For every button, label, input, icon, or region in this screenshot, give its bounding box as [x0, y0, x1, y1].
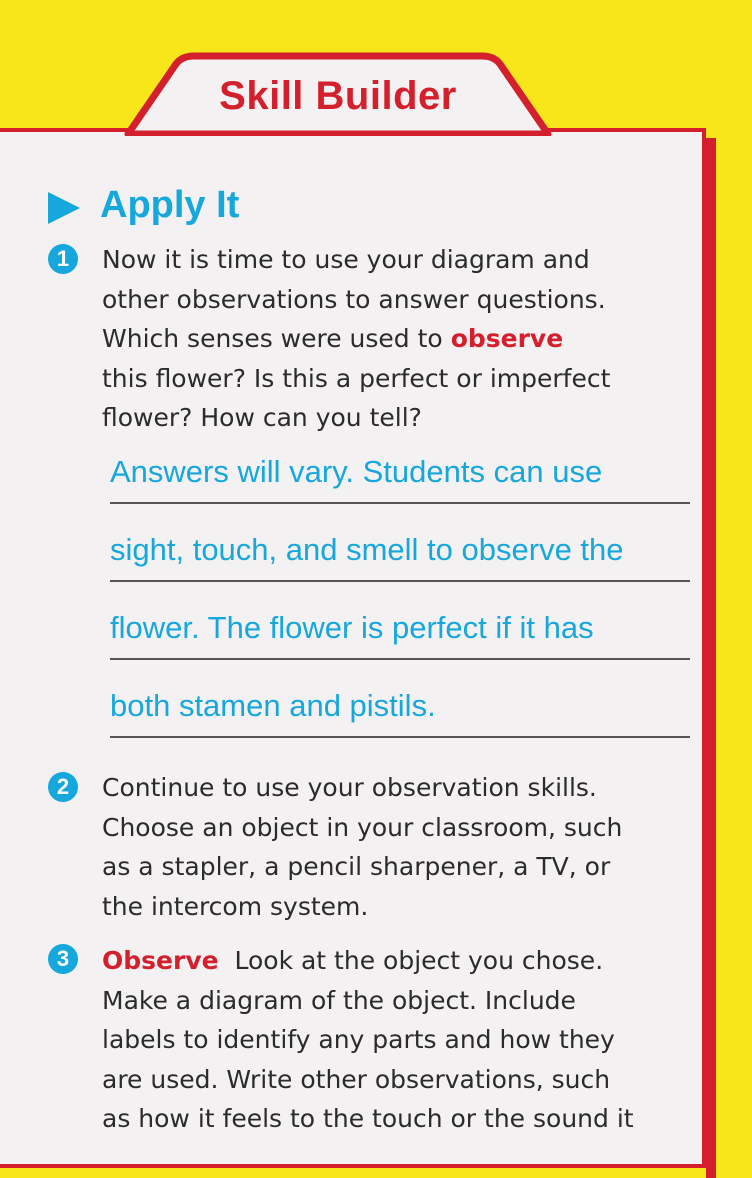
- item-2-line: Continue to use your observation skills.: [102, 773, 597, 802]
- item-3-line: Look at the object you chose.: [234, 946, 604, 975]
- observe-keyword: observe: [450, 324, 564, 353]
- answer-line: both stamen and pistils.: [110, 686, 690, 738]
- observe-lead-keyword: Observe: [102, 946, 219, 975]
- item-2-line: as a stapler, a pencil sharpener, a TV, or: [102, 852, 611, 881]
- answer-line: sight, touch, and smell to observe the: [110, 530, 690, 582]
- item-3-text: [102, 941, 702, 1139]
- item-3-line: are used. Write other observations, such: [102, 1064, 611, 1094]
- item-1-line: Now it is time to use your diagram and: [102, 245, 590, 274]
- item-3-line: labels to identify any parts and how they: [102, 1025, 615, 1054]
- item-2-line: the intercom system.: [102, 891, 369, 921]
- item-number-2: 2: [48, 772, 78, 802]
- item-3-line: as how it feels to the touch or the sound it: [102, 1104, 634, 1133]
- answer-line: Answers will vary. Students can use: [110, 452, 690, 504]
- item-1-text: [102, 240, 702, 438]
- tab-title: Skill Builder: [219, 74, 457, 118]
- item-2-line: Choose an object in your classroom, such: [102, 812, 623, 842]
- play-arrow-icon: [48, 192, 80, 224]
- answer-line: flower. The flower is perfect if it has: [110, 608, 690, 660]
- item-1-line: Which senses were used to: [102, 324, 443, 353]
- skill-builder-tab: [124, 52, 552, 136]
- item-number-3: 3: [48, 944, 78, 974]
- item-1-line: other observations to answer questions.: [102, 284, 606, 314]
- item-3-line: Make a diagram of the object. Include: [102, 985, 576, 1015]
- item-1-line: flower? How can you tell?: [102, 403, 422, 432]
- apply-it-title: Apply It: [100, 184, 240, 226]
- item-number-1: 1: [48, 244, 78, 274]
- item-2-text: [102, 768, 702, 926]
- item-1-line: this flower? Is this a perfect or imperfect: [102, 363, 611, 393]
